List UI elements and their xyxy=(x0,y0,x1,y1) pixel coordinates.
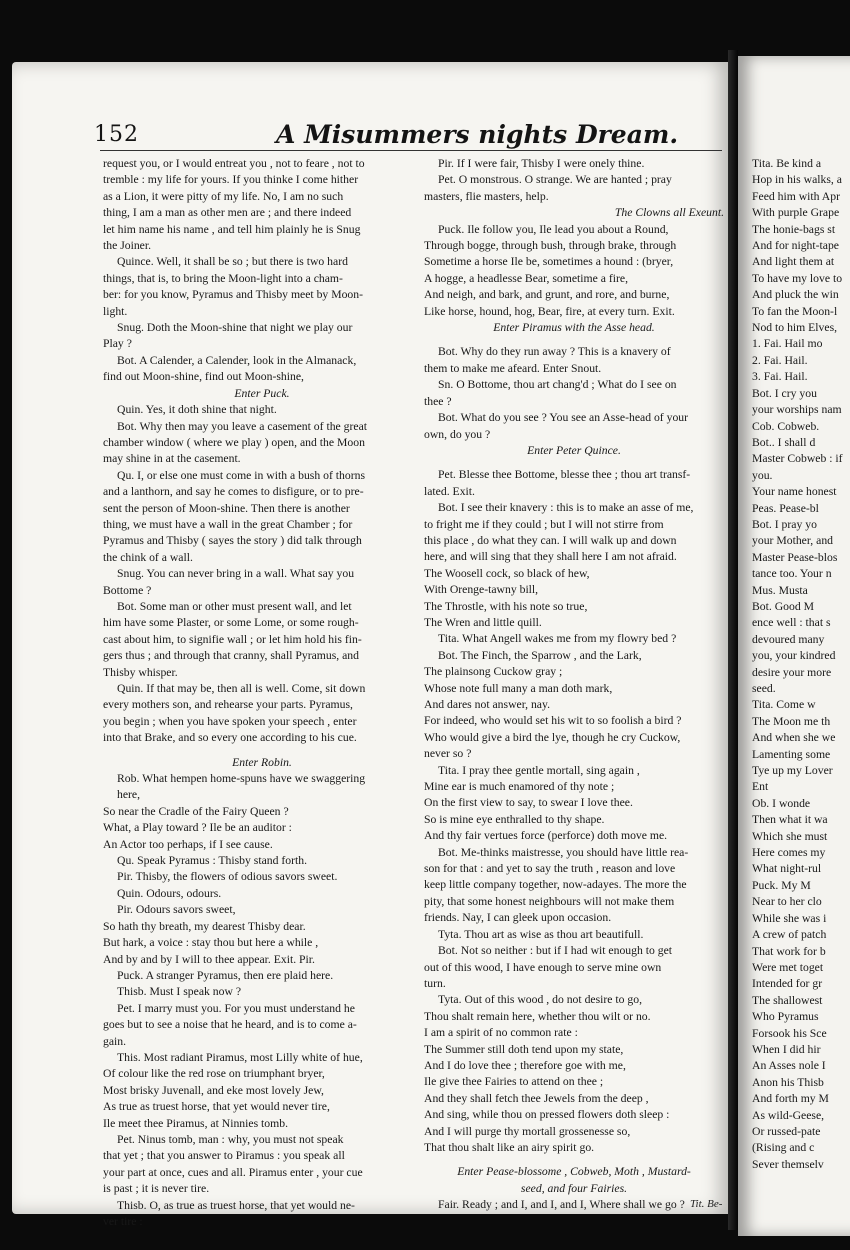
text-line: Enter Peter Quince. xyxy=(527,443,621,457)
text-line: Rob. What hempen home-spuns have we swaggering xyxy=(117,772,366,786)
text-line: Thisb. Must I speak now ? xyxy=(117,985,242,999)
text-line: And thy fair vertues force (perforce) doth move me. xyxy=(424,829,668,843)
text-line: cast about him, to signifie wall ; or let him hold his fin- xyxy=(103,632,362,646)
facing-page-line: you, your kindred xyxy=(752,649,836,663)
text-line: Ile meet thee Piramus, at Ninnies tomb. xyxy=(103,1116,289,1130)
text-line: Sometime a horse Ile be, sometimes a hound : (bryer, xyxy=(424,255,674,269)
text-line: Bot. Not so neither : but if I had wit enough to get xyxy=(438,944,673,958)
facing-page-line: Nod to him Elves, xyxy=(752,321,838,335)
text-line xyxy=(424,459,724,467)
facing-page-line: The shallowest xyxy=(752,993,823,1007)
text-line: the Joiner. xyxy=(103,239,152,253)
text-line: Puck. A stranger Pyramus, then ere plaid here. xyxy=(117,968,334,982)
text-line: Bot. Me-thinks maistresse, you should have little rea- xyxy=(438,845,689,859)
facing-page-line: And pluck the win xyxy=(752,288,839,302)
facing-page-line: Mus. Musta xyxy=(752,583,808,597)
text-line: The Woosell cock, so black of hew, xyxy=(424,566,590,580)
text-line: Snug. You can never bring in a wall. What say you xyxy=(117,567,355,581)
facing-page-line: A crew of patch xyxy=(752,928,827,942)
text-line: Enter Piramus with the Asse head. xyxy=(493,321,655,335)
text-line: your part at once, cues and all. Piramus enter , your cue xyxy=(103,1165,363,1179)
facing-page-line: That work for b xyxy=(752,944,826,958)
facing-page-line: As wild-Geese, xyxy=(752,1108,825,1122)
text-line: I am a spirit of no common rate : xyxy=(424,1026,578,1040)
text-line: goes but to see a noise that he heard, and is to come a- xyxy=(103,1018,357,1032)
facing-page-line: To fan the Moon-l xyxy=(752,304,838,318)
text-line: chamber window ( where we play ) open, and the Moon xyxy=(103,435,365,449)
catchword: Tit. Be- xyxy=(690,1198,723,1210)
text-line xyxy=(424,336,724,344)
text-line: So hath thy breath, my dearest Thisby dear. xyxy=(103,919,306,933)
text-line: And sing, while thou on pressed flowers doth sleep : xyxy=(424,1108,670,1122)
text-line: Tyta. Thou art as wise as thou art beautifull. xyxy=(438,927,644,941)
text-line: Bot. The Finch, the Sparrow , and the Lark, xyxy=(438,648,642,662)
text-line: ber: for you know, Pyramus and Thisby meet by Moon- xyxy=(103,288,364,302)
facing-page-line: Sever themselv xyxy=(752,1157,824,1171)
text-line: let him name his name , and tell him plainly he is Snug xyxy=(103,222,361,236)
text-line: Pir. If I were fair, Thisby I were onely thine. xyxy=(438,157,645,170)
text-line: Through bogge, through bush, through brake, through xyxy=(424,239,677,253)
text-line: pity, that some honest neighbours will not make them xyxy=(424,894,675,908)
text-line: gers thus ; and through that cranny, shall Pyramus, and xyxy=(103,649,359,663)
facing-page-line: 3. Fai. Hail. xyxy=(752,370,808,384)
facing-page-line: 2. Fai. Hail. xyxy=(752,353,808,367)
facing-page-line: Ent xyxy=(752,780,769,794)
text-line: request you, or I would entreat you , not to feare , not to xyxy=(103,157,365,170)
text-line: But hark, a voice : stay thou but here a while , xyxy=(103,936,319,950)
text-line: Qu. Speak Pyramus : Thisby stand forth. xyxy=(117,854,308,868)
facing-page-line: Master Cobweb : if xyxy=(752,452,843,466)
text-line: Bot. What do you see ? You see an Asse-head of your xyxy=(438,411,689,425)
text-line: turn. xyxy=(424,976,446,990)
facing-page-line: your worships nam xyxy=(752,403,842,417)
facing-page-line: Bot. I cry you xyxy=(752,386,817,400)
text-line: The Throstle, with his note so true, xyxy=(424,599,588,613)
facing-page-line: you. xyxy=(752,468,773,482)
right-text-column xyxy=(424,156,724,1214)
text-line: gain. xyxy=(103,1034,127,1048)
text-line: Quin. Odours, odours. xyxy=(117,886,222,900)
facing-page-line: Feed him with Apr xyxy=(752,189,840,203)
text-line: Play ? xyxy=(103,337,132,351)
text-line: Thisb. O, as true as truest horse, that yet would ne- xyxy=(117,1198,355,1212)
facing-page-line: Bot. Good M xyxy=(752,599,815,613)
text-line: Enter Pease-blossome , Cobweb, Moth , Mustard- xyxy=(457,1165,691,1179)
text-line: Sn. O Bottome, thou art chang'd ; What do I see on xyxy=(438,378,677,392)
text-line: ver tire : xyxy=(103,1215,143,1228)
text-line: Of colour like the red rose on triumphant bryer, xyxy=(103,1067,325,1081)
text-line: own, do you ? xyxy=(424,427,491,441)
facing-page-line: When I did hir xyxy=(752,1042,821,1056)
facing-page-line: And when she we xyxy=(752,731,836,745)
text-line: Thou shalt remain here, whether thou wilt or no. xyxy=(424,1009,651,1023)
text-line: Mine ear is much enamored of thy note ; xyxy=(424,780,615,794)
text-line: Pyramus and Thisby ( sayes the story ) did talk through xyxy=(103,534,362,548)
text-line: And by and by I will to thee appear. Exit. Pir. xyxy=(103,952,315,966)
facing-page-line: Puck. My M xyxy=(752,878,811,892)
facing-page-line: And light them at xyxy=(752,255,835,269)
text-line: Tita. What Angell wakes me from my flowry bed ? xyxy=(438,632,677,646)
facing-page-line: And forth my M xyxy=(752,1092,829,1106)
text-line: Puck. Ile follow you, Ile lead you about a Round, xyxy=(438,222,669,236)
text-line: With Orenge-tawny bill, xyxy=(424,583,539,597)
facing-page-text-fragment xyxy=(752,156,850,1173)
facing-page-line: Peas. Pease-bl xyxy=(752,501,819,515)
facing-page-line: your Mother, and xyxy=(752,534,834,548)
facing-page-line: devoured many xyxy=(752,632,825,646)
facing-page-line: seed. xyxy=(752,682,776,695)
text-line: lated. Exit. xyxy=(424,484,475,498)
text-line: Snug. Doth the Moon-shine that night we play our xyxy=(117,321,353,335)
text-line: Pet. Ninus tomb, man : why, you must not speak xyxy=(117,1132,344,1146)
text-line: Pet. Blesse thee Bottome, blesse thee ; thou art transf- xyxy=(438,468,691,482)
text-line: him have some Plaster, or some Lome, or some rough- xyxy=(103,616,359,630)
text-line: here, and will sing that they shall here I am not afraid. xyxy=(424,550,677,564)
text-line: Tita. I pray thee gentle mortall, sing again , xyxy=(438,763,640,777)
text-line: Tyta. Out of this wood , do not desire to go, xyxy=(438,993,643,1007)
facing-page-line: Lamenting some xyxy=(752,747,831,761)
text-line: may shine in at the casement. xyxy=(103,452,241,466)
text-line: masters, flie masters, help. xyxy=(424,189,549,203)
text-line xyxy=(424,1156,724,1164)
text-line: things, that is, to bring the Moon-light into a cham- xyxy=(103,271,343,285)
text-line: light. xyxy=(103,304,128,318)
text-line: What, a Play toward ? Ile be an auditor : xyxy=(103,821,292,835)
facing-page-line: 1. Fai. Hail mo xyxy=(752,337,823,351)
header-rule xyxy=(100,150,722,151)
text-line: Thisby whisper. xyxy=(103,665,178,679)
text-line: And neigh, and bark, and grunt, and rore, and burne, xyxy=(424,288,670,302)
text-line: sent the person of Moon-shine. Then there is another xyxy=(103,501,350,515)
text-line: Bot. I see their knavery : this is to make an asse of me, xyxy=(438,501,694,515)
facing-page-line: What night-rul xyxy=(752,862,822,876)
text-line: Enter Robin. xyxy=(232,755,292,769)
text-line: And I do love thee ; therefore goe with me, xyxy=(424,1058,626,1072)
text-line: So is mine eye enthralled to thy shape. xyxy=(424,812,605,826)
facing-page-line: Bot.. I shall d xyxy=(752,435,816,449)
facing-page-line: Then what it wa xyxy=(752,813,828,827)
text-line: The Clowns all Exeunt. xyxy=(614,206,724,220)
text-line: Most brisky Juvenall, and eke most lovely Jew, xyxy=(103,1083,324,1097)
text-line: Pir. Thisby, the flowers of odious savors sweet. xyxy=(117,870,338,884)
text-line: here, xyxy=(117,788,141,802)
facing-page-line: Cob. Cobweb. xyxy=(752,419,820,433)
facing-page-line: Tita. Be kind a xyxy=(752,157,822,170)
text-line: The Wren and little quill. xyxy=(424,615,542,629)
facing-page-line: To have my love to xyxy=(752,271,843,285)
text-line: son for that : and yet to say the truth , reason and love xyxy=(424,862,676,876)
text-line: to fright me if they could ; but I will not stirre from xyxy=(424,517,664,531)
text-line: you begin ; when you have spoken your speech , enter xyxy=(103,714,357,728)
text-line: into that Brake, and so every one according to his cue. xyxy=(103,731,357,745)
facing-page-line: An Asses nole I xyxy=(752,1059,826,1073)
text-line: never so ? xyxy=(424,747,472,761)
page-number: 152 xyxy=(94,122,139,147)
text-line: Pet. O monstrous. O strange. We are hanted ; pray xyxy=(438,173,672,187)
text-line: The plainsong Cuckow gray ; xyxy=(424,665,563,679)
facing-page-line: Intended for gr xyxy=(752,977,823,991)
text-line: keep little company together, now-adayes. The more the xyxy=(424,878,687,892)
facing-page-line: tance too. Your n xyxy=(752,567,832,581)
facing-page-line: desire your more xyxy=(752,665,832,679)
facing-page-line: ence well : that s xyxy=(752,616,831,630)
text-line: Who would give a bird the lye, though he cry Cuckow, xyxy=(424,730,681,744)
facing-page-line: And for night-tape xyxy=(752,239,839,253)
text-line: Ile give thee Fairies to attend on thee ; xyxy=(424,1075,604,1089)
facing-page-line: While she was i xyxy=(752,911,827,925)
text-line: thing, I am a man as other men are ; and there indeed xyxy=(103,206,352,220)
facing-page-line: Here comes my xyxy=(752,846,826,860)
facing-page-line: Tye up my Lover xyxy=(752,764,833,778)
text-line: And dares not answer, nay. xyxy=(424,698,550,711)
facing-page-line: The Moon me th xyxy=(752,714,831,728)
facing-page-line: Your name honest xyxy=(752,485,837,499)
facing-page-line: (Rising and c xyxy=(752,1141,815,1155)
facing-page-line: Master Pease-blos xyxy=(752,550,838,564)
facing-page-line: Tita. Come w xyxy=(752,698,816,712)
text-line: this place , do what they can. I will walk up and down xyxy=(424,533,677,547)
facing-page-line: Forsook his Sce xyxy=(752,1026,827,1040)
text-line xyxy=(103,747,421,755)
text-line: Pir. Odours savors sweet, xyxy=(117,903,236,917)
facing-page-line: Who Pyramus xyxy=(752,1010,819,1024)
text-line: friends. Nay, I can gleek upon occasion. xyxy=(424,911,612,925)
text-line: Bot. Why do they run away ? This is a knavery of xyxy=(438,345,671,359)
text-line: as a Lion, it were pitty of my life. No, I am no such xyxy=(103,189,344,203)
facing-page-line: Or russed-pate xyxy=(752,1124,821,1138)
facing-page-line: Hop in his walks, a xyxy=(752,173,842,187)
text-line: tremble : my life for yours. If you thinke I come hither xyxy=(103,173,359,187)
text-line: Bot. Some man or other must present wall, and let xyxy=(117,599,352,613)
text-line: Quin. If that may be, then all is well. Come, sit down xyxy=(117,682,366,695)
text-line: Bot. Why then may you leave a casement of the great xyxy=(117,419,368,433)
running-title: A Misummers nights Dream. xyxy=(276,120,679,149)
text-line: This. Most radiant Piramus, most Lilly white of hue, xyxy=(117,1050,363,1064)
text-line: thing, we must have a wall in the great Chamber ; for xyxy=(103,517,353,531)
text-line: the chink of a wall. xyxy=(103,550,193,564)
text-line: is past ; it is never tire. xyxy=(103,1182,210,1196)
text-line: every mothers son, and rehearse your parts. Pyramus, xyxy=(103,698,353,712)
text-line: that yet ; that you answer to Piramus : you speak all xyxy=(103,1149,345,1163)
text-line: And I will purge thy mortall grossenesse so, xyxy=(424,1124,631,1138)
facing-page-line: Which she must xyxy=(752,829,828,843)
text-line: On the first view to say, to swear I love thee. xyxy=(424,796,633,810)
text-line: A hogge, a headlesse Bear, sometime a fire, xyxy=(424,271,628,285)
text-line: and a lanthorn, and say he comes to disfigure, or to pre- xyxy=(103,485,364,499)
text-line: Bottome ? xyxy=(103,583,152,597)
text-line: seed, and four Fairies. xyxy=(520,1181,628,1195)
facing-page-line: Bot. I pray yo xyxy=(752,517,817,531)
facing-page-line: Were met toget xyxy=(752,960,824,974)
text-line: That thou shalt like an airy spirit go. xyxy=(424,1140,595,1154)
text-line: Quin. Yes, it doth shine that night. xyxy=(117,403,277,417)
facing-page-line: Near to her clo xyxy=(752,895,822,909)
text-line: Bot. A Calender, a Calender, look in the Almanack, xyxy=(117,353,357,367)
text-line: For indeed, who would set his wit to so foolish a bird ? xyxy=(424,714,682,728)
left-text-column xyxy=(103,156,421,1230)
text-line: An Actor too perhaps, if I see cause. xyxy=(103,837,273,851)
text-line: Pet. I marry must you. For you must understand he xyxy=(117,1001,355,1015)
text-line: And they shall fetch thee Jewels from the deep , xyxy=(424,1091,649,1105)
facing-page-line: Anon his Thisb xyxy=(752,1075,824,1089)
facing-page-line: Ob. I wonde xyxy=(752,796,811,810)
text-line: The Summer still doth tend upon my state, xyxy=(424,1042,624,1056)
text-line: out of this wood, I have enough to serve mine own xyxy=(424,960,662,974)
text-line: Fair. Ready ; and I, and I, and I, Where shall we go ? xyxy=(438,1198,685,1212)
text-line: find out Moon-shine, find out Moon-shine, xyxy=(103,370,304,384)
text-line: Enter Puck. xyxy=(234,386,290,400)
text-line: Quince. Well, it shall be so ; but there is two hard xyxy=(117,255,348,269)
facing-page-line: The honie-bags st xyxy=(752,222,836,236)
text-line: them to make me afeard. Enter Snout. xyxy=(424,361,602,375)
text-line: thee ? xyxy=(424,394,452,408)
text-line: So near the Cradle of the Fairy Queen ? xyxy=(103,804,289,818)
text-line: Like horse, hound, hog, Bear, fire, at every turn. Exit. xyxy=(424,304,675,318)
text-line: Qu. I, or else one must come in with a bush of thorns xyxy=(117,468,365,482)
text-line: Whose note full many a man doth mark, xyxy=(424,681,613,695)
facing-page-line: With purple Grape xyxy=(752,206,840,220)
text-line: As true as truest horse, that yet would never tire, xyxy=(103,1100,330,1114)
book-gutter xyxy=(728,50,738,1230)
